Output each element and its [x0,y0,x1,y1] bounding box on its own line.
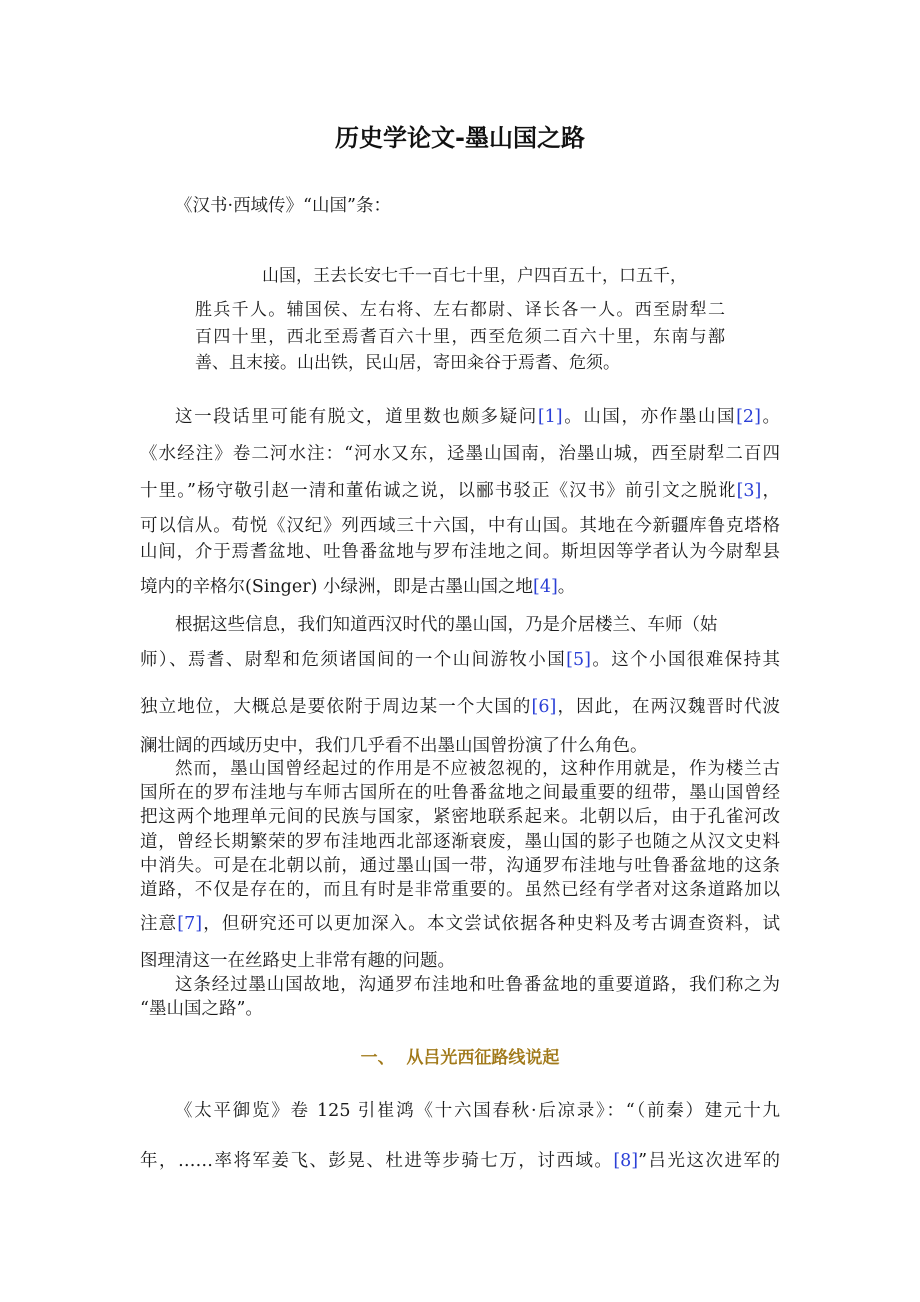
paragraph-line: 中消失。可是在北朝以前，通过墨山国一带，沟通罗布洼地与吐鲁番盆地的这条 [140,856,780,876]
paragraph-line: 年，……率将军姜飞、彭晃、杜进等步骑七万，讨西域。[8]”吕光这次进军的 [140,1151,780,1171]
paragraph-line: 山间，介于焉耆盆地、吐鲁番盆地与罗布洼地之间。斯坦因等学者认为今尉犁县 [140,542,780,562]
paragraph-line: 这一段话里可能有脱文，道里数也颇多疑问[1]。山国，亦作墨山国[2]。 [175,407,781,427]
paragraph-line: 道路，不仅是存在的，而且有时是非常重要的。虽然已经有学者对这条道路加以 [140,880,780,900]
footnote-link[interactable]: [2] [736,407,761,427]
block-quote-line: 胜兵千人。辅国侯、左右将、左右都尉、译长各一人。西至尉犁二 [195,300,725,320]
section-heading: 一、 从吕光西征路线说起 [360,1048,560,1068]
paragraph-line: 独立地位，大概总是要依附于周边某一个大国的[6]，因此，在两汉魏晋时代波 [140,697,781,717]
paragraph-line: 这条经过墨山国故地，沟通罗布洼地和吐鲁番盆地的重要道路，我们称之为 [175,975,780,995]
block-quote-line: 山国，王去长安七千一百七十里，户四百五十，口五千， [262,266,687,286]
paragraph-line: 《太平御览》卷 125 引崔鸿《十六国春秋·后凉录》：“（前秦）建元十九 [175,1101,780,1121]
paragraph-line: 国所在的罗布洼地与车师古国所在的吐鲁番盆地之间最重要的纽带，墨山国曾经 [140,783,780,803]
footnote-link[interactable]: [7] [177,914,203,934]
paragraph-line: 注意[7]，但研究还可以更加深入。本文尝试依据各种史料及考古调查资料，试 [140,914,781,934]
footnote-link[interactable]: [1] [537,407,563,427]
footnote-link[interactable]: [4] [533,577,558,597]
paragraph-line: 把这两个地理单元间的民族与国家，紧密地联系起来。北朝以后，由于孔雀河改 [140,807,780,827]
paragraph-line: 《水经注》卷二河水注：“河水又东，迳墨山国南，治墨山城，西至尉犁二百四 [140,444,780,464]
intro-label: 《汉书·西域传》“山国”条： [175,196,391,216]
block-quote-line: 善、且末接。山出铁，民山居，寄田籴谷于焉耆、危须。 [195,353,620,373]
paragraph-line: 然而，墨山国曾经起过的作用是不应被忽视的，这种作用就是，作为楼兰古 [175,759,780,779]
paragraph-line: 根据这些信息，我们知道西汉时代的墨山国，乃是介居楼兰、车师（姑 [175,615,718,635]
footnote-link[interactable]: [3] [736,481,762,501]
block-quote-line: 百四十里，西北至焉耆百六十里，西至危须二百六十里，东南与鄯 [195,327,725,347]
paragraph-line: “墨山国之路”。 [140,999,263,1019]
footnote-link[interactable]: [8] [613,1151,639,1171]
page-title: 历史学论文-墨山国之路 [335,124,585,152]
footnote-link[interactable]: [5] [566,650,591,670]
paragraph-line: 道，曾经长期繁荣的罗布洼地西北部逐渐衰废，墨山国的影子也随之从汉文史料 [140,832,780,852]
paragraph-line: 十里。”杨守敬引赵一清和董佑诚之说，以郦书驳正《汉书》前引文之脱讹[3]， [140,481,780,501]
paragraph-line: 境内的辛格尔(Singer) 小绿洲，即是古墨山国之地[4]。 [140,577,576,597]
paragraph-line: 澜壮阔的西域历史中，我们几乎看不出墨山国曾扮演了什么角色。 [140,736,648,756]
footnote-link[interactable]: [6] [531,697,557,717]
paragraph-line: 图理清这一在丝路史上非常有趣的问题。 [140,951,455,971]
paragraph-line: 师）、焉耆、尉犁和危须诸国间的一个山间游牧小国[5]。这个小国很难保持其 [140,650,780,670]
paragraph-line: 可以信从。荀悦《汉纪》列西域三十六国，中有山国。其地在今新疆库鲁克塔格 [140,516,780,536]
